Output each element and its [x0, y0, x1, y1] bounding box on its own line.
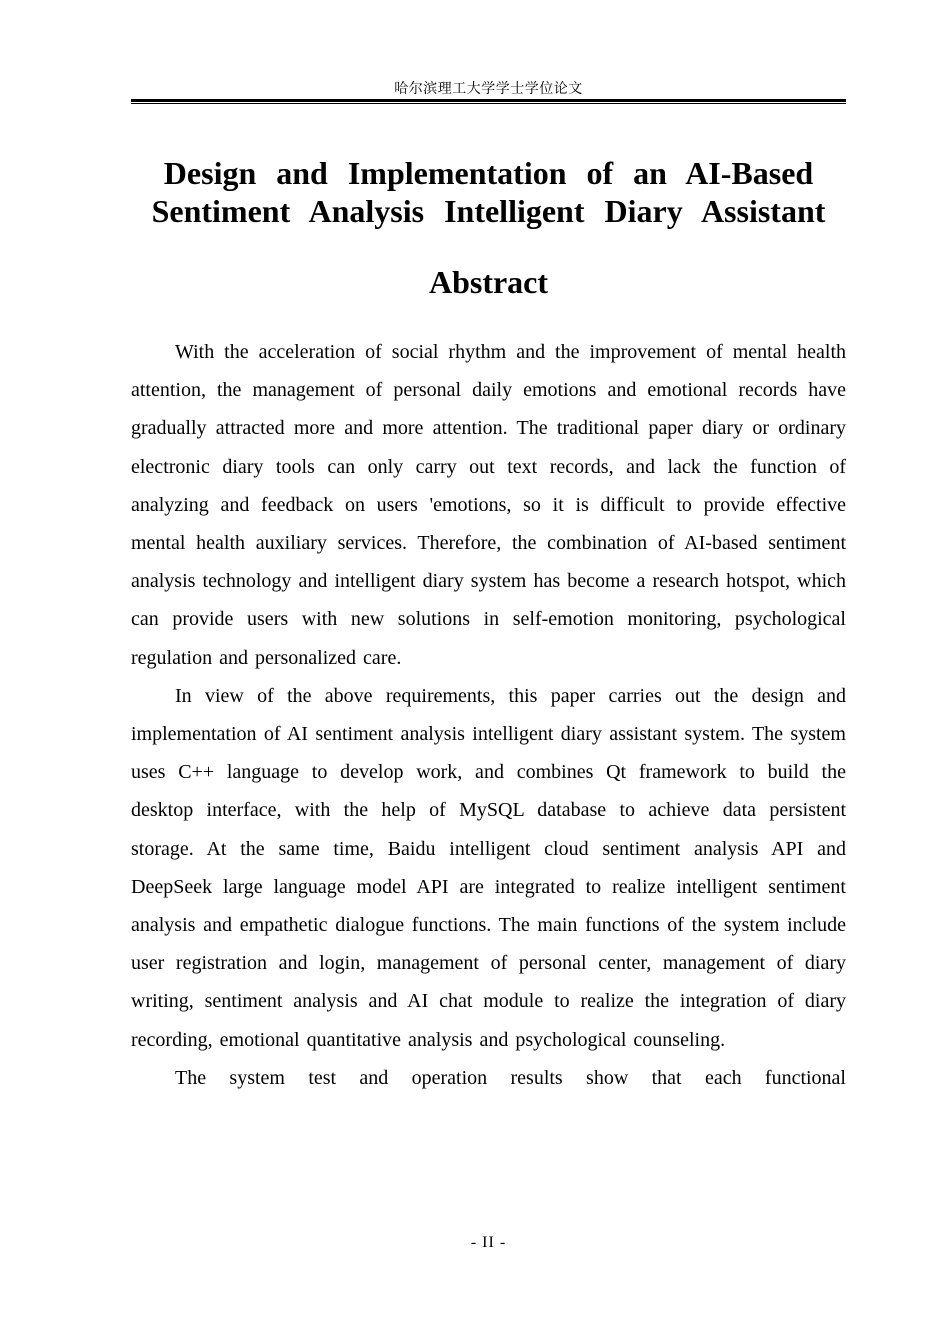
abstract-body — [131, 333, 846, 1097]
header-rule-thin — [131, 103, 846, 104]
document-title: Design and Implementation of an AI-Based Sentiment Analysis Intelligent Diary Assistant — [151, 155, 826, 229]
header-rule — [131, 99, 846, 105]
header-rule-thick — [131, 99, 846, 102]
running-header: 哈尔滨理工大学学士学位论文 — [394, 81, 583, 97]
abstract-paragraph-3: The system test and operation results show that each functional — [175, 1066, 846, 1089]
abstract-heading: Abstract — [428, 264, 549, 300]
abstract-paragraph-1: With the acceleration of social rhythm and the improvement of mental health attention, the management of personal daily emotions and emotional records have gradually attracted more and more attention. The traditional paper diary or ordinary electronic diary tools can only carry out text records, and lack the function of analyzing and feedback on users 'emotions, so it is difficult to provide effective mental health auxiliary services. Therefore, the combination of AI-based sentiment analysis technology and intelligent diary system has become a research hotspot, which can provide users with new solutions in self-emotion monitoring, psychological regulation and personalized care. — [131, 341, 846, 669]
page-number: - II - — [470, 1234, 507, 1251]
abstract-paragraph-2: In view of the above requirements, this paper carries out the design and implementation of AI sentiment analysis intelligent diary assistant system. The system uses C++ language to develop work, and combines Qt framework to build the desktop interface, with the help of MySQL database to achieve data persistent storage. At the same time, Baidu intelligent cloud sentiment analysis API and DeepSeek large language model API are integrated to realize intelligent sentiment analysis and empathetic dialogue functions. The main functions of the system include user registration and login, management of personal center, management of diary writing, sentiment analysis and AI chat module to realize the integration of diary recording, emotional quantitative analysis and psychological counseling. — [131, 684, 846, 1051]
